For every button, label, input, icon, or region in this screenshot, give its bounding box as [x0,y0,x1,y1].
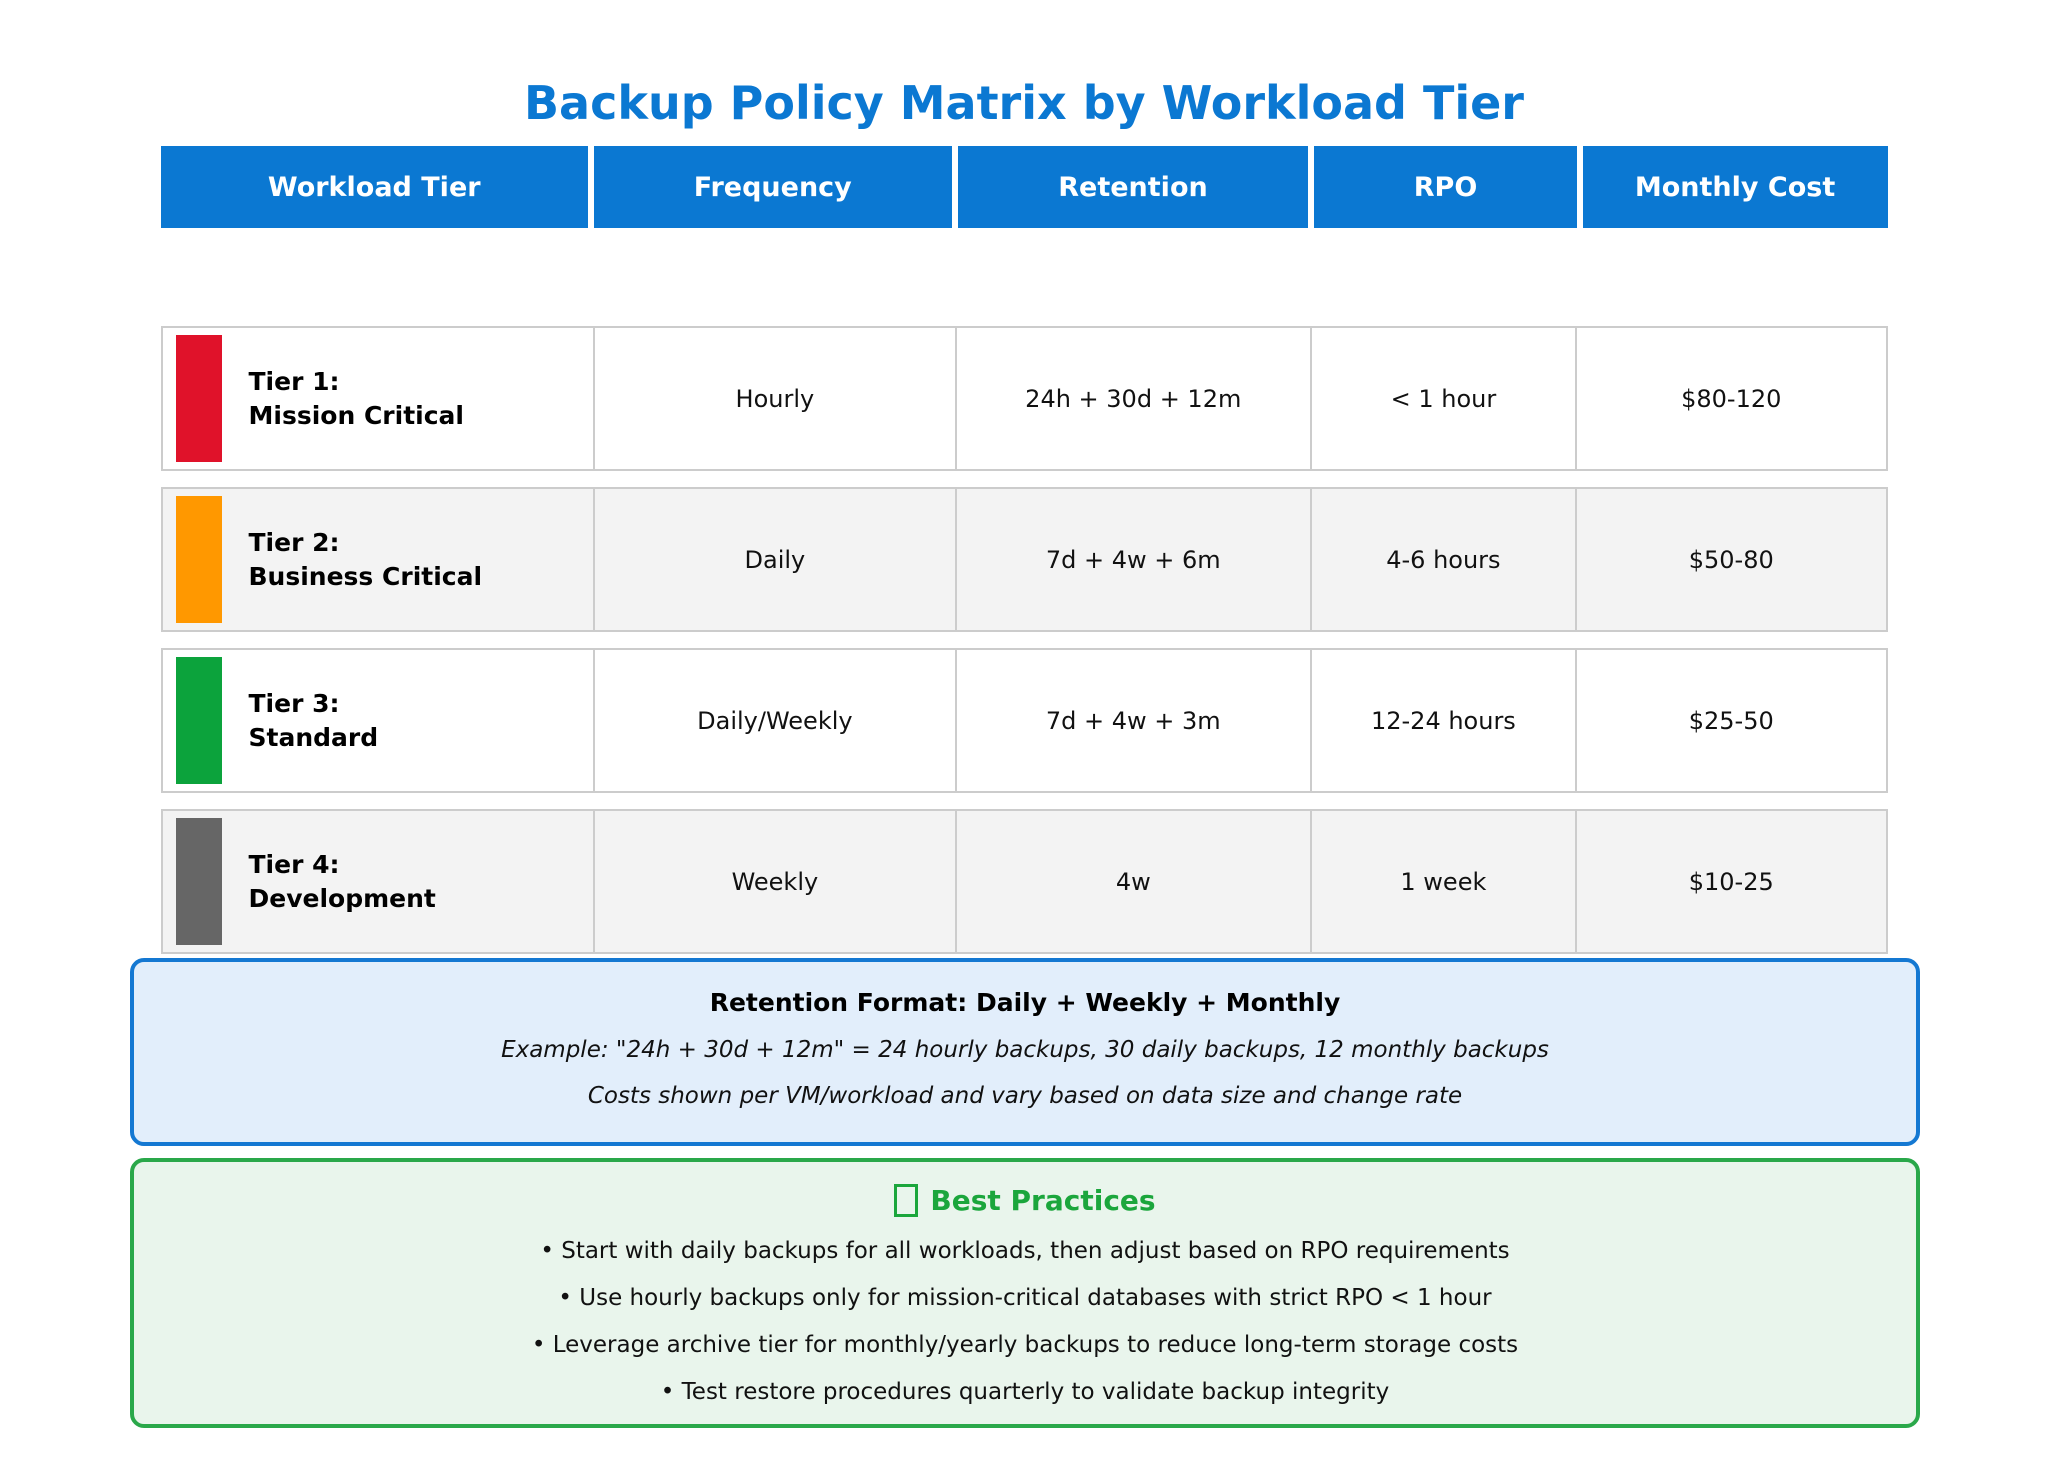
monthly-cost-cell: $25-50 [1688,706,1774,735]
tier-line2: Business Critical [248,561,483,591]
best-practice-item: • Leverage archive tier for monthly/yearly backups to reduce long-term storage costs [134,1332,1916,1358]
rpo-cell: 1 week [1312,811,1577,952]
retention-format-example: Example: "24h + 30d + 12m" = 24 hourly backups, 30 daily backups, 12 monthly backups [501,1037,1549,1063]
tier-label [249,687,379,755]
tier-line2: Development [248,883,436,913]
table-row-tier4 [161,809,1888,954]
table-row-tier1 [161,326,1888,471]
tier-color-bar [176,496,222,623]
best-practice-item: • Start with daily backups for all workloads, then adjust based on RPO requirements [134,1238,1916,1264]
monthly-cost-cell: $80-120 [1681,384,1782,413]
retention-cell: 24h + 30d + 12m [957,328,1312,469]
frequency-cell: Daily/Weekly [595,650,957,791]
best-practice-item: • Use hourly backups only for mission-critical databases with strict RPO < 1 hour [134,1285,1916,1311]
best-practice-item: • Test restore procedures quarterly to validate backup integrity [134,1379,1916,1405]
table-row-tier2 [161,487,1888,632]
header-rpo: RPO [1314,146,1576,228]
tier-label [249,526,483,594]
tier-line2: Standard [248,722,379,752]
tier-line1: Tier 3: [248,688,340,718]
monthly-cost-cell: $50-80 [1688,545,1774,574]
header-workload-tier: Workload Tier [161,146,588,228]
tier-color-bar [176,818,222,945]
tier-line2: Mission Critical [248,400,464,430]
retention-cell: 4w [957,811,1312,952]
monthly-cost-cell: $10-25 [1688,867,1774,896]
header-frequency: Frequency [594,146,952,228]
tier-cell [163,650,595,791]
rpo-cell: 4-6 hours [1312,489,1577,630]
frequency-cell: Hourly [595,328,957,469]
rpo-cell: < 1 hour [1312,328,1577,469]
best-practices-box [130,1158,1920,1428]
best-practices-title: Best Practices [930,1184,1156,1217]
tier-line1: Tier 1: [248,366,340,396]
tier-label [249,848,436,916]
tier-line1: Tier 2: [248,527,340,557]
retention-cell: 7d + 4w + 3m [957,650,1312,791]
tier-color-bar [176,657,222,784]
tier-line1: Tier 4: [248,849,340,879]
policy-matrix-table [161,146,1888,954]
header-body-gap [161,228,1888,326]
retention-format-heading: Retention Format: Daily + Weekly + Monthly [709,988,1341,1017]
retention-cell: 7d + 4w + 6m [957,489,1312,630]
tier-color-bar [176,335,222,462]
best-practices-title-row [134,1184,1916,1217]
tier-cell [163,328,595,469]
header-retention: Retention [958,146,1309,228]
table-header-row [161,146,1888,228]
page-title: Backup Policy Matrix by Workload Tier [523,76,1524,130]
frequency-cell: Weekly [595,811,957,952]
tier-cell [163,489,595,630]
tier-cell [163,811,595,952]
table-row-tier3 [161,648,1888,793]
tier-label [249,365,464,433]
frequency-cell: Daily [595,489,957,630]
header-monthly-cost: Monthly Cost [1583,146,1888,228]
rpo-cell: 12-24 hours [1312,650,1577,791]
retention-cost-note: Costs shown per VM/workload and vary based on data size and change rate [587,1083,1463,1109]
retention-format-note-box [130,958,1920,1146]
missing-glyph-icon [894,1184,918,1217]
